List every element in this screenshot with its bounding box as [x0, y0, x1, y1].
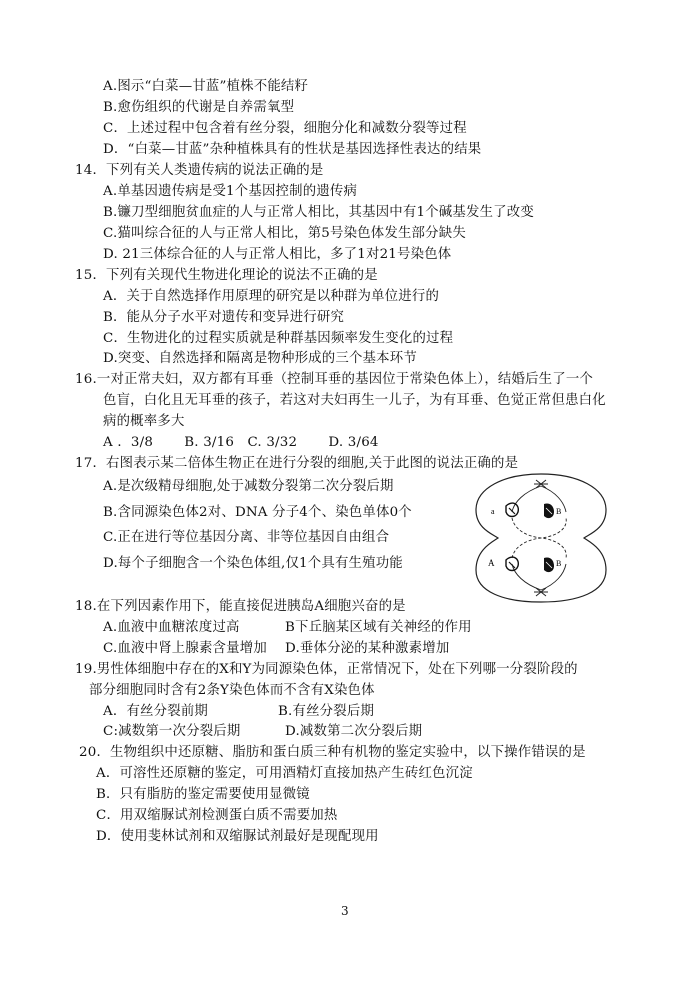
q19-option-b: B.有丝分裂后期 [278, 704, 375, 719]
q13-option-b: B.愈伤组织的代谢是自养需氧型 [103, 100, 295, 115]
q16-stem-line3: 病的概率多大 [103, 414, 185, 429]
label-upper-right: B [556, 507, 562, 516]
q15-stem: 15．下列有关现代生物进化理论的说法不正确的是 [75, 268, 378, 283]
q14-option-a: A.单基因遗传病是受1个基因控制的遗传病 [103, 184, 358, 199]
q16-stem-line1: 16.一对正常夫妇，双方都有耳垂（控制耳垂的基因位于常染色体上），结婚后生了一个 [75, 372, 594, 387]
q14-option-d: D. 21三体综合征的人与正常人相比，多了1对21号染色体 [103, 247, 452, 262]
q15-option-d: D.突变、自然选择和隔离是物种形成的三个基本环节 [103, 351, 417, 366]
q17-option-c: C.正在进行等位基因分离、非等位基因自由组合 [103, 530, 390, 545]
label-lower-right: B [556, 559, 562, 568]
q20-stem: 20．生物组织中还原糖、脂肪和蛋白质三种有机物的鉴定实验中，以下操作错误的是 [79, 745, 586, 760]
q19-option-a: A．有丝分裂前期 [103, 704, 209, 719]
q17-option-a: A.是次级精母细胞,处于减数分裂第二次分裂后期 [103, 479, 394, 494]
q18-stem: 18.在下列因素作用下，能直接促进胰岛A细胞兴奋的是 [75, 599, 406, 614]
upper-centrosome [534, 480, 548, 488]
q13-option-d: D．“白菜—甘蓝”杂种植株具有的性状是基因选择性表达的结果 [103, 142, 482, 157]
label-lower-left: A [488, 558, 495, 568]
dividing-cell-figure [466, 470, 616, 606]
q20-option-a: A．可溶性还原糖的鉴定，可用酒精灯直接加热产生砖红色沉淀 [96, 766, 473, 781]
q13-option-c: C．上述过程中包含着有丝分裂，细胞分化和减数分裂等过程 [103, 121, 467, 136]
q19-stem-line2: 部分细胞同时含有2条Y染色体而不含有X染色体 [89, 683, 375, 698]
upper-right-chromosome [544, 503, 554, 518]
page-number: 3 [341, 904, 349, 918]
q18-option-a: A.血液中血糖浓度过高 [103, 620, 240, 635]
q20-option-d: D．使用斐林试剂和双缩脲试剂最好是现配现用 [96, 829, 379, 844]
q14-option-b: B.镰刀型细胞贫血症的人与正常人相比，其基因中有1个碱基发生了改变 [103, 205, 534, 220]
q16-stem-line2: 色盲，白化且无耳垂的孩子，若这对夫妇再生一儿子，为有耳垂、色觉正常但患白化 [103, 393, 606, 408]
lower-right-chromosome [544, 557, 554, 572]
q19-option-d: D.减数第二次分裂后期 [285, 724, 423, 739]
lower-left-chromosome [506, 557, 518, 570]
q19-option-c: C:减数第一次分裂后期 [103, 724, 241, 739]
q15-option-a: A．关于自然选择作用原理的研究是以种群为单位进行的 [103, 289, 440, 304]
lower-centrosome [534, 588, 548, 596]
q17-option-b: B.含同源染色体2对、DNA 分子4个、染色单体0个 [103, 505, 412, 520]
q19-stem-line1: 19.男性体细胞中存在的X和Y为同源染色体，正常情况下，处在下列哪一分裂阶段的 [75, 662, 578, 677]
q16-options: A ．3/8 B. 3/16 C. 3/32 D. 3/64 [103, 435, 379, 450]
label-upper-left: a [491, 507, 495, 516]
q15-option-b: B．能从分子水平对遗传和变异进行研究 [103, 310, 345, 325]
q17-option-d: D.每个子细胞含一个染色体组,仅1个具有生殖功能 [103, 556, 403, 571]
q14-option-c: C.猫叫综合征的人与正常人相比，第5号染色体发生部分缺失 [103, 226, 466, 241]
q15-option-c: C．生物进化的过程实质就是种群基因频率发生变化的过程 [103, 331, 454, 346]
q18-option-b: B下丘脑某区域有关神经的作用 [285, 620, 472, 635]
q20-option-b: B．只有脂肪的鉴定需要使用显微镜 [96, 787, 310, 802]
q17-stem: 17．右图表示某二倍体生物正在进行分裂的细胞,关于此图的说法正确的是 [75, 456, 519, 471]
q14-stem: 14．下列有关人类遗传病的说法正确的是 [75, 163, 324, 178]
q18-option-d: D.垂体分泌的某种激素增加 [285, 641, 450, 656]
q13-option-a: A.图示“白菜—甘蓝”植株不能结籽 [103, 79, 309, 94]
q18-option-c: C.血液中肾上腺素含量增加 [103, 641, 267, 656]
q20-option-c: C．用双缩脲试剂检测蛋白质不需要加热 [96, 808, 338, 823]
